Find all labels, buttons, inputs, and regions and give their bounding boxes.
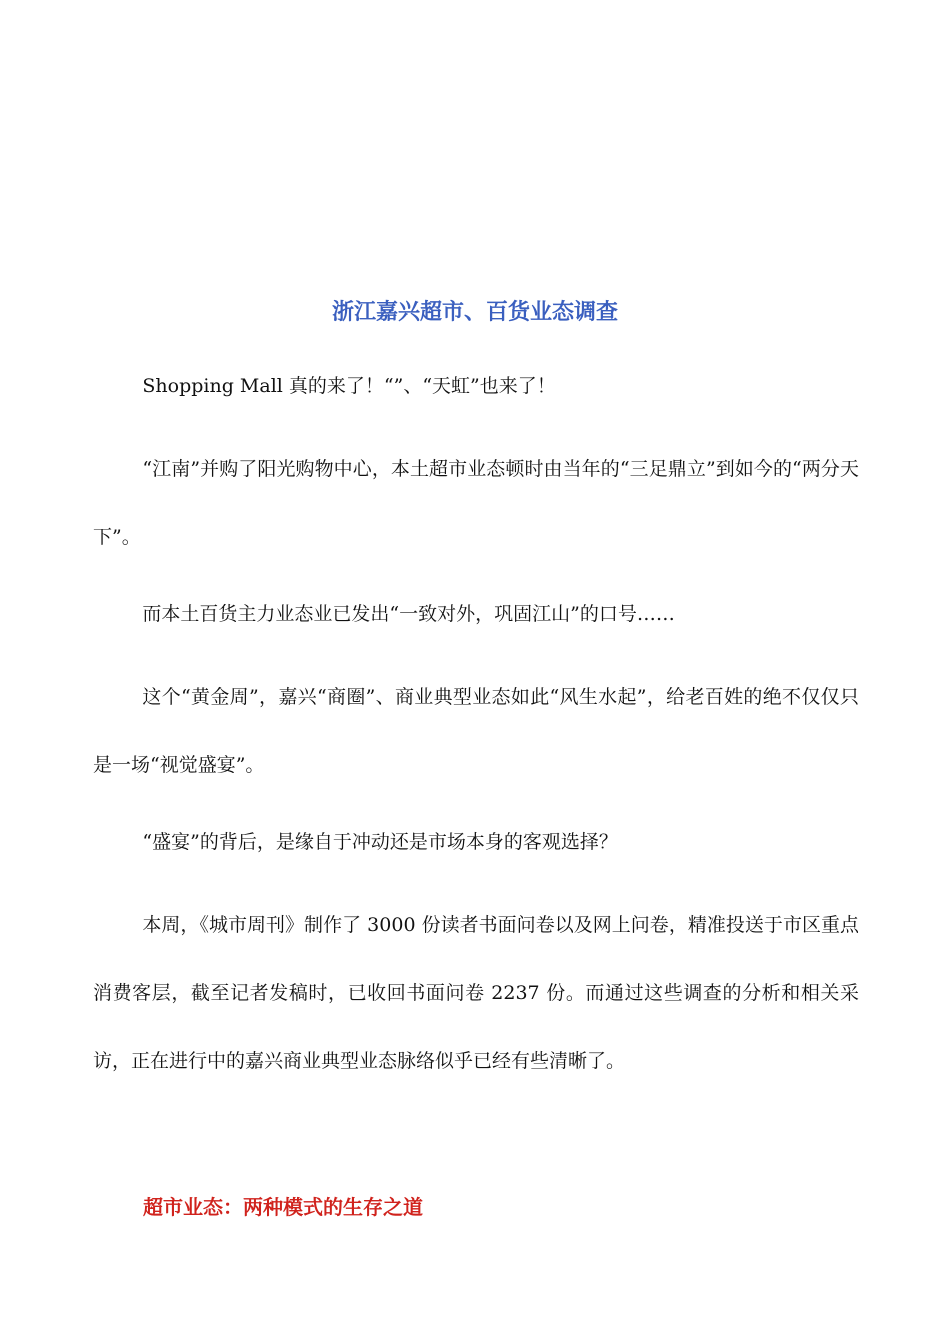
paragraph-4: 这个“黄金周”，嘉兴“商圈”、商业典型业态如此“风生水起”，给老百姓的绝不仅仅只是一场“视觉盛宴”。 <box>93 686 859 776</box>
paragraph-1: Shopping Mall 真的来了！“”、“天虹”也来了！ <box>142 375 556 397</box>
paragraph-6: 本周，《城市周刊》制作了 3000 份读者书面问卷以及网上问卷，精准投送于市区重点消费客层，截至记者发稿时，已收回书面问卷 2237 份。而通过这些调查的分析和相关采访，正在进行中的嘉兴商业典型业态脉络似乎已经有些清晰了。 <box>93 914 859 1072</box>
document-title: 浙江嘉兴超市、百货业态调查 <box>331 299 618 325</box>
paragraph-5: “盛宴”的背后，是缘自于冲动还是市场本身的客观选择？ <box>142 831 618 853</box>
section-heading: 超市业态：两种模式的生存之道 <box>143 1195 423 1219</box>
paragraph-2: “江南”并购了阳光购物中心，本土超市业态顿时由当年的“三足鼎立”到如今的“两分天下”。 <box>93 458 859 548</box>
paragraph-3: 而本土百货主力业态业已发出“一致对外，巩固江山”的口号…… <box>142 603 675 625</box>
